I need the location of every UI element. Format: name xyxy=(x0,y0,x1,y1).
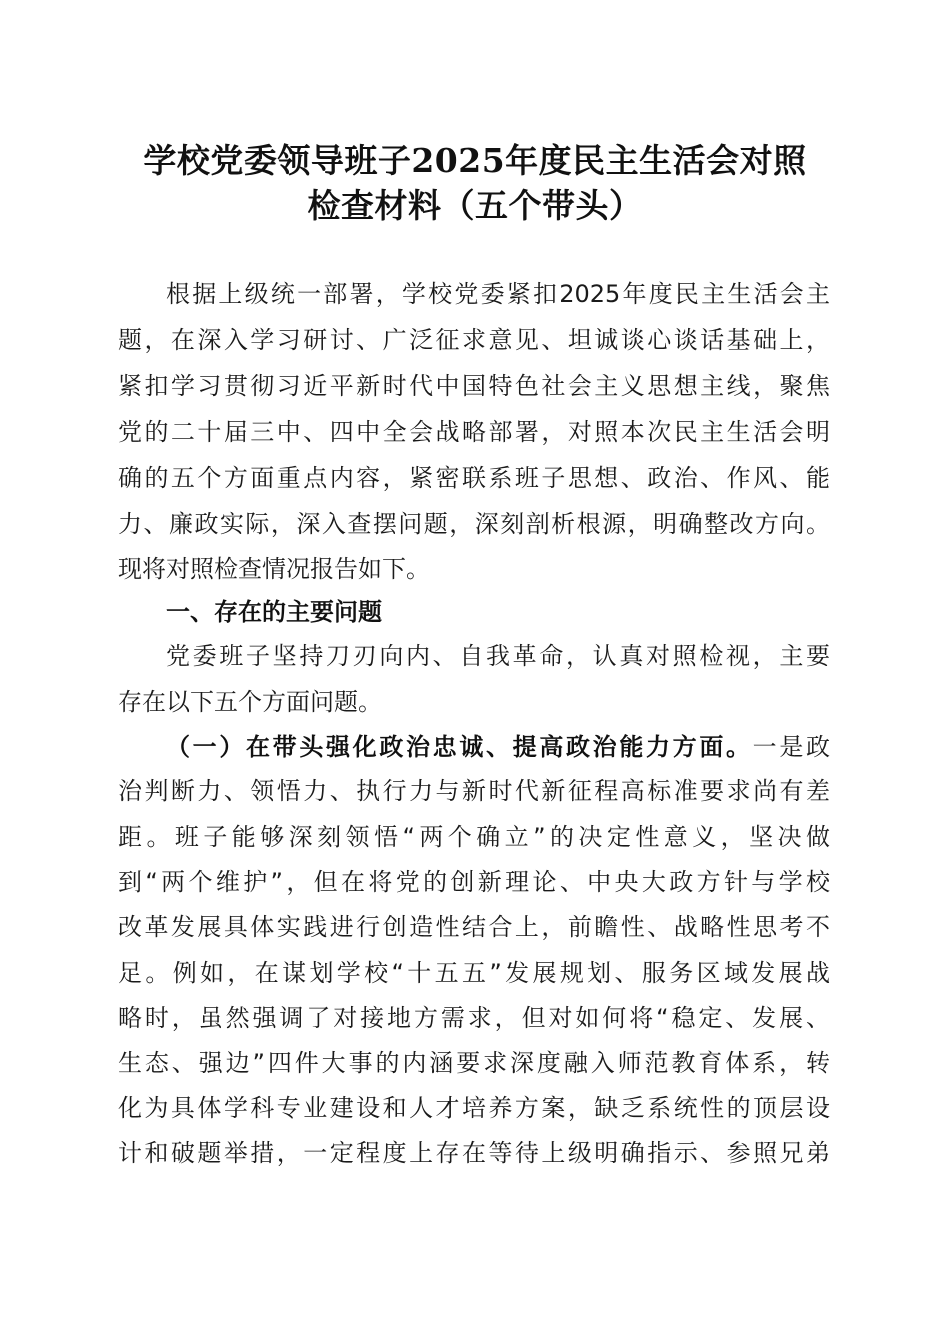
subsection-1-line-7: 略时，虽然强调了对接地方需求，但对如何将“稳定、发展、 xyxy=(118,1004,830,1032)
document-title-line-1: 学校党委领导班子2025年度民主生活会对照 xyxy=(143,141,807,180)
subsection-1-first-line xyxy=(166,727,830,767)
subsection-1-line-4: 到“两个维护”，但在将党的创新理论、中央大政方针与学校 xyxy=(118,868,830,896)
subsection-1-line-10: 计和破题举措，一定程度上存在等待上级明确指示、参照兄弟 xyxy=(118,1139,830,1167)
intro-line-1: 根据上级统一部署，学校党委紧扣2025年度民主生活会主 xyxy=(166,280,830,308)
intro-line-7: 现将对照检查情况报告如下。 xyxy=(118,555,430,583)
intro-line-2: 题，在深入学习研讨、广泛征求意见、坦诚谈心谈话基础上， xyxy=(118,326,830,354)
subsection-1-line-8: 生态、强边”四件大事的内涵要求深度融入师范教育体系，转 xyxy=(118,1049,830,1077)
subsection-1-line-3: 距。班子能够深刻领悟“两个确立”的决定性意义，坚决做 xyxy=(118,823,830,851)
section-1-heading: 一、存在的主要问题 xyxy=(166,598,382,626)
subsection-1-line-2: 治判断力、领悟力、执行力与新时代新征程高标准要求尚有差 xyxy=(118,777,830,805)
intro-line-6: 力、廉政实际，深入查摆问题，深刻剖析根源，明确整改方向。 xyxy=(118,510,830,538)
section-1-line-2: 存在以下五个方面问题。 xyxy=(118,688,382,716)
subsection-1-heading: （一）在带头强化政治忠诚、提高政治能力方面。 xyxy=(166,733,753,761)
subsection-1-line-9: 化为具体学科专业建设和人才培养方案，缺乏系统性的顶层设 xyxy=(118,1094,830,1122)
subsection-1-line-5: 改革发展具体实践进行创造性结合上，前瞻性、战略性思考不 xyxy=(118,913,830,941)
subsection-1-line-6: 足。例如，在谋划学校“十五五”发展规划、服务区域发展战 xyxy=(118,959,830,987)
intro-line-3: 紧扣学习贯彻习近平新时代中国特色社会主义思想主线，聚焦 xyxy=(118,372,830,400)
intro-line-5: 确的五个方面重点内容，紧密联系班子思想、政治、作风、能 xyxy=(118,464,830,492)
intro-line-4: 党的二十届三中、四中全会战略部署，对照本次民主生活会明 xyxy=(118,418,830,446)
section-1-line-1: 党委班子坚持刀刃向内、自我革命，认真对照检视，主要 xyxy=(166,642,830,670)
subsection-1-first-line-text: 一是政 xyxy=(752,733,830,761)
document-title-line-2: 检查材料（五个带头） xyxy=(307,186,643,225)
